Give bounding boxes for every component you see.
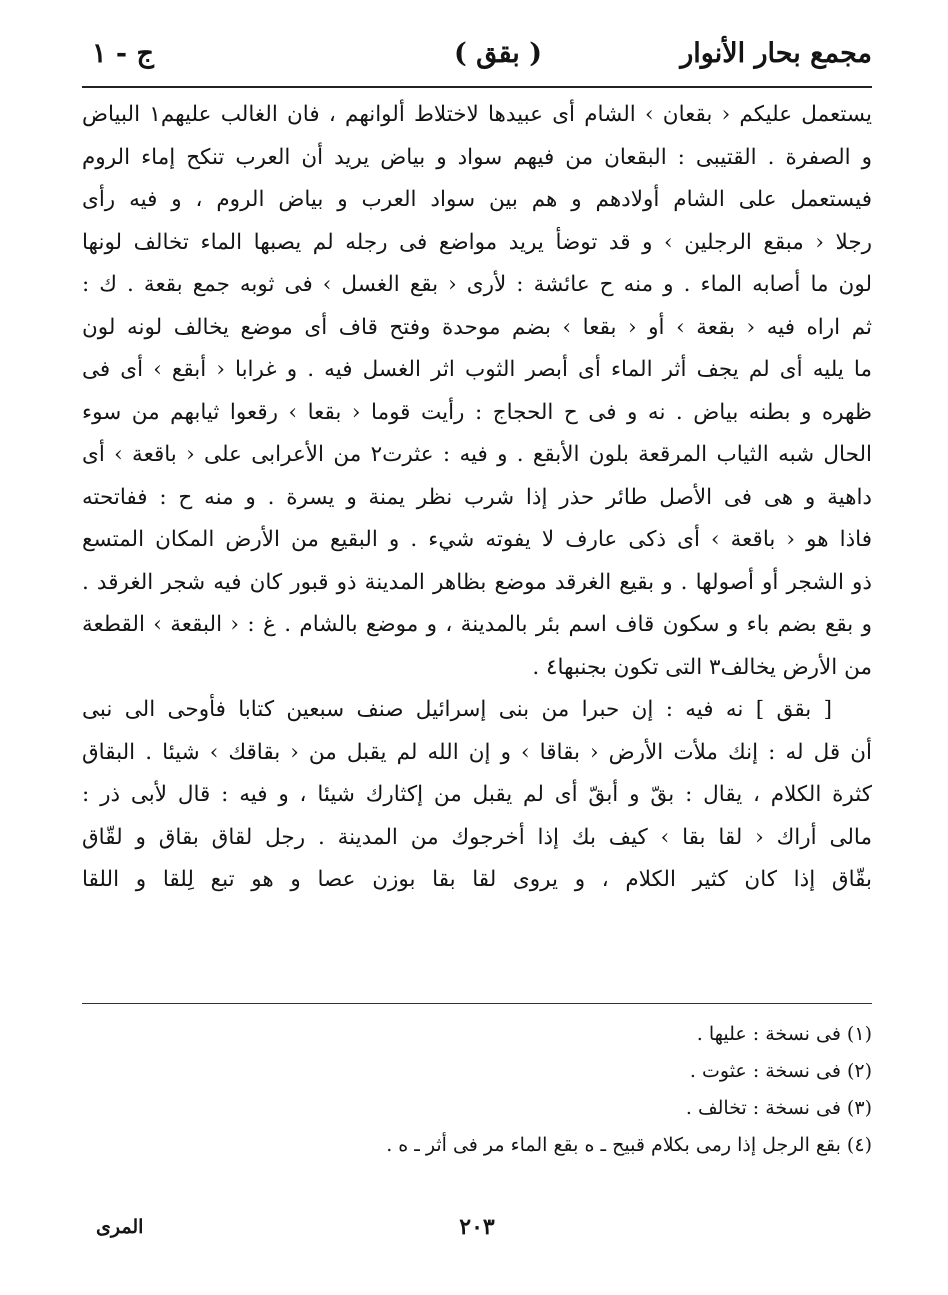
header-rule <box>82 86 872 88</box>
text-line: بقّاق إذا كان كثير الكلام ، و يروى لقا بقا بوزن عصا و هو تبع لِلقا و اللقا <box>82 867 872 892</box>
footnote: (٤) بقع الرجل إذا رمى بكلام قبيح ـ ه بقع الماء مر فى أثر ـ ه . <box>386 1134 872 1156</box>
main-text <box>82 94 872 902</box>
text-line: أن قل له : إنك ملأت الأرض ‹ بقاقا › و إن الله لم يقبل من ‹ بقاقك › شيئا . البقاق <box>82 739 872 765</box>
footnote: (١) فى نسخة : عليها . <box>696 1023 872 1045</box>
footnotes <box>82 1016 872 1164</box>
text-line: و بقع بضم باء و سكون قاف اسم بئر بالمدينة ، و موضع بالشام . غ : ‹ البقعة › القطعة <box>82 612 872 637</box>
text-line: ظهره و بطنه بياض . نه و فى ح الحجاج : رأيت قوما ‹ بقعا › رقعوا ثيابهم من سوء <box>82 399 872 425</box>
signature-mark: المرى <box>96 1216 144 1238</box>
footnote-rule <box>82 1003 872 1004</box>
text-line: ما يليه أى لم يجف أثر الماء أى أبصر الثوب اثر الغسل فيه . و غرابا ‹ أبقع › أى فى <box>82 357 872 382</box>
text-line: داهية و هى فى الأصل طائر حذر إذا شرب نظر يمنة و يسرة . و منه ح : ففاتحته <box>82 484 872 510</box>
page-number: ٢٠٣ <box>459 1214 495 1240</box>
text-line: فاذا هو ‹ باقعة › أى ذكى عارف لا يفوته شيء . و البقيع من الأرض المكان المتسع <box>82 527 872 552</box>
footnote: (٣) فى نسخة : تخالف . <box>685 1097 872 1119</box>
entry-start-line: [ بقق ] نه فيه : إن حبرا من بنى إسرائيل صنف سبعين كتابا فأوحى الى نبى <box>82 697 832 722</box>
text-line: و الصفرة . القتيبى : البقعان من فيهم سواد و بياض يريد أن العرب تنكح إماء الروم <box>82 144 872 170</box>
text-line: الحال شبه الثياب المرقعة بلون الأبقع . و فيه : عثرت٢ من الأعرابى على ‹ باقعة › أى <box>82 442 872 467</box>
entry-heading: ( بقق ) <box>453 38 542 69</box>
text-line: مالى أراك ‹ لقا بقا › كيف بك إذا أخرجوك من المدينة . رجل لقاق بقاق و لقّاق <box>82 824 872 850</box>
text-line: كثرة الكلام ، يقال : بقّ و أبقّ أى لم يقبل من إكثارك شيئا ، و فيه : قال لأبى ذر : <box>82 782 872 807</box>
running-header <box>82 36 872 82</box>
text-line: لون ما أصابه الماء . و منه ح عائشة : لأرى ‹ بقع الغسل › فى ثوبه جمع بقعة . ك : <box>82 272 872 297</box>
text-line: ثم اراه فيه ‹ بقعة › أو ‹ بقعا › بضم موحدة وفتح قاف أى موضع يخالف لونه لون <box>82 314 872 340</box>
footnote: (٢) فى نسخة : عثوت . <box>689 1060 872 1082</box>
volume-label: ج - ١ <box>92 38 154 69</box>
text-line: يستعمل عليكم ‹ بقعان › الشام أى عبيدها لاختلاط ألوانهم ، فان الغالب عليهم١ البياض <box>82 102 872 127</box>
page-footer <box>82 1214 872 1250</box>
text-line: ذو الشجر أو أصولها . و بقيع الغرقد موضع بظاهر المدينة ذو قبور كان فيه شجر الغرقد . <box>82 569 872 595</box>
text-line: من الأرض يخالف٣ التى تكون بجنبها٤ . <box>532 654 872 680</box>
text-line: رجلا ‹ مبقع الرجلين › و قد توضأ يريد مواضع فى رجله لم يصبها الماء تخالف لونها <box>82 229 872 255</box>
text-line: فيستعمل على الشام أولادهم و هم بين سواد العرب و بياض الروم ، و فيه رأى <box>82 187 872 212</box>
book-title: مجمع بحار الأنوار <box>680 38 872 69</box>
